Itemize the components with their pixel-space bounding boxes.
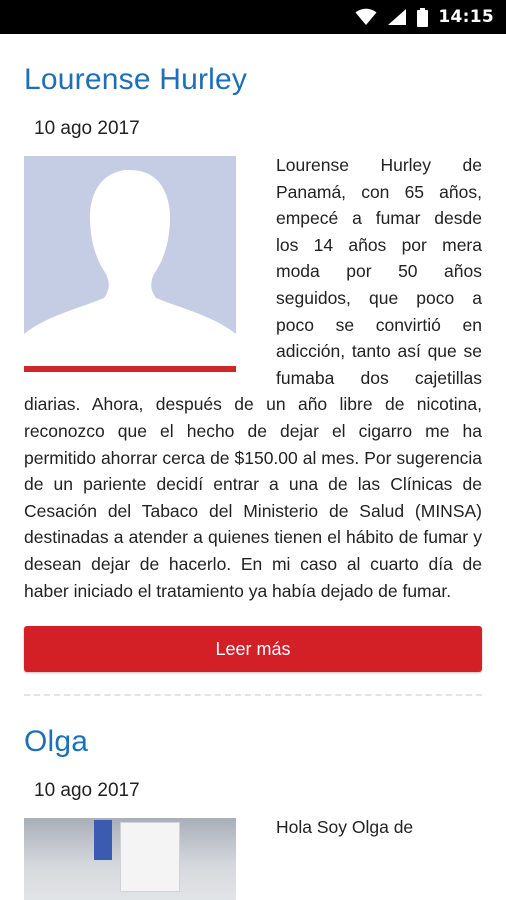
post-title[interactable]: Lourense Hurley <box>24 63 248 96</box>
post-thumbnail[interactable] <box>24 156 236 372</box>
post-date: 10 ago 2017 <box>34 780 140 802</box>
post-divider <box>24 694 482 696</box>
post-excerpt: Hola Soy Olga de <box>276 817 414 838</box>
post-excerpt: Lourense Hurley de Panamá, con 65 años, empecé a fumar desde los 14 años por mera moda por 50 años seguidos, que poco a poco se convirtió en adicción, tanto así que se fumaba dos cajetillas diarias. Ahora, después de un año libre de nicotina, reconozco que el hecho de dejar el cigarro me ha permitido ahorrar cerca de $150.00 al mes. Por sugerencia de un pariente decidí entrar a una de las Clínicas de Cesación del Tabaco del Ministerio de Salud (MINSA) destinadas a atender a quienes tienen el hábito de fumar y desean dejar de hacerlo. En mi caso al cuarto día de haber iniciado el tratamiento ya había dejado de fumar. <box>24 155 482 601</box>
post-thumbnail[interactable] <box>24 818 236 900</box>
post-photo <box>24 818 236 900</box>
read-more-button[interactable]: Leer más <box>24 626 482 672</box>
status-bar <box>0 0 506 34</box>
thumbnail-accent-bar <box>24 366 236 372</box>
posts-feed[interactable] <box>0 34 506 900</box>
post-title[interactable]: Olga <box>24 725 89 759</box>
profile-placeholder-icon <box>24 156 236 352</box>
post-body <box>24 152 482 604</box>
post-card <box>24 62 482 672</box>
battery-icon <box>417 8 428 27</box>
status-clock: 14:15 <box>438 7 494 27</box>
signal-icon <box>387 8 407 26</box>
post-card <box>24 724 482 900</box>
post-date: 10 ago 2017 <box>34 118 140 139</box>
post-body <box>24 814 482 900</box>
wifi-icon <box>355 8 377 26</box>
